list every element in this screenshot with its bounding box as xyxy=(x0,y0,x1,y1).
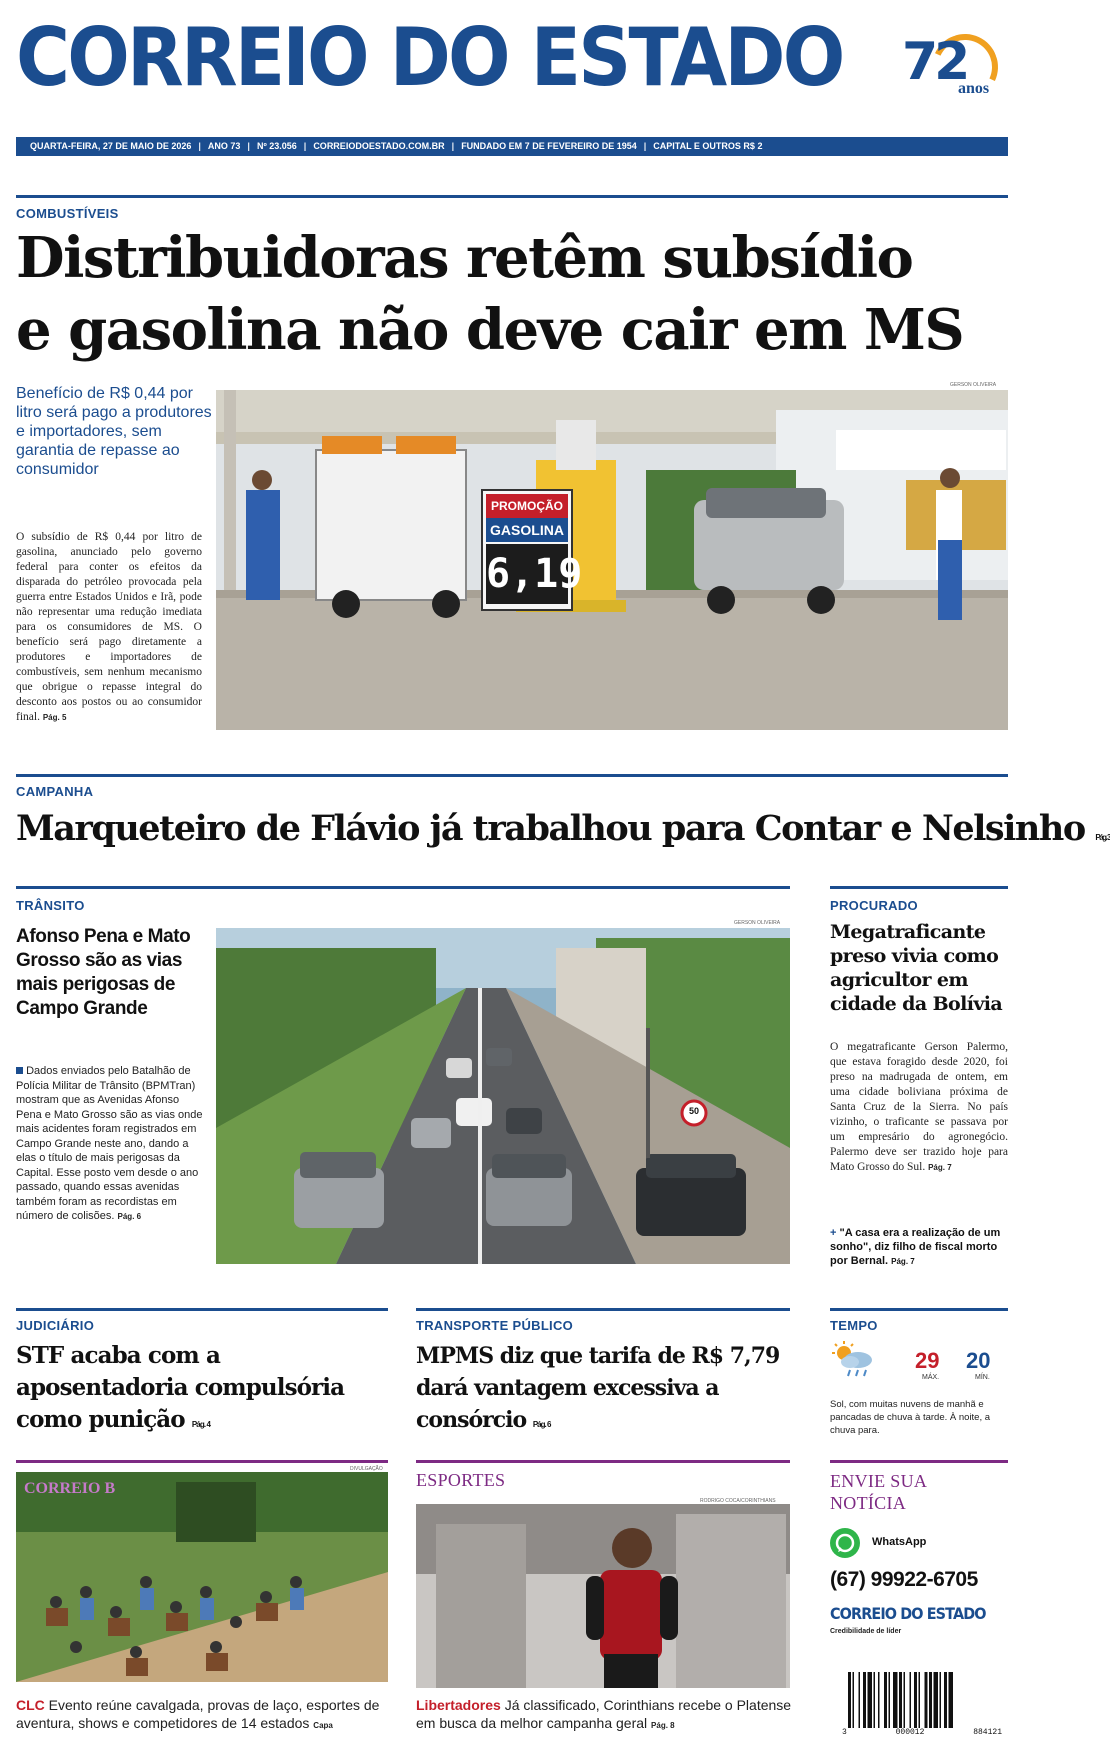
transito-photo-credit: GERSON OLIVEIRA xyxy=(734,920,781,926)
barcode-bar xyxy=(884,1672,887,1728)
weather-forecast: Sol, com muitas nuvens de manhã e pancadas de chuva à tarde. À noite, a chuva para. xyxy=(830,1399,991,1436)
judiciario-kicker: JUDICIÁRIO xyxy=(16,1318,95,1333)
footer-brand: CORREIO DO ESTADO xyxy=(830,1604,986,1623)
barcode-bar xyxy=(848,1672,851,1728)
masthead xyxy=(16,8,1008,128)
barcode-bar xyxy=(919,1672,921,1728)
section-rule xyxy=(416,1308,790,1311)
whatsapp-phone[interactable]: (67) 99922-6705 xyxy=(830,1568,978,1591)
section-rule xyxy=(830,886,1008,889)
procurado-kicker: PROCURADO xyxy=(830,898,918,913)
transporte-headline[interactable]: MPMS diz que tarifa de R$ 7,79 dará vantagem excessiva a consórcio Pág. 6 xyxy=(416,1343,780,1433)
esportes-page-ref: Pág. 8 xyxy=(651,1721,675,1730)
barcode-bar xyxy=(914,1672,917,1728)
lead-kicker: COMBUSTÍVEIS xyxy=(16,206,119,221)
section-rule xyxy=(16,195,1008,198)
promo-sign-top: PROMOÇÃO xyxy=(486,494,568,518)
section-rule xyxy=(16,1308,388,1311)
anniversary-logo xyxy=(898,26,1008,106)
gas-station-photo[interactable] xyxy=(216,390,1008,730)
barcode-bar xyxy=(899,1672,902,1728)
contact-kicker: ENVIE SUA NOTÍCIA xyxy=(830,1471,928,1513)
procurado-headline[interactable]: Megatraficante preso vivia como agricultor em cidade da Bolívia xyxy=(830,921,1003,1015)
transporte-kicker: TRANSPORTE PÚBLICO xyxy=(416,1318,574,1333)
dateline-year: ANO 73 xyxy=(207,141,241,151)
esportes-label: Libertadores xyxy=(416,1697,501,1713)
barcode-bar xyxy=(904,1672,906,1728)
lead-deck: Benefício de R$ 0,44 por litro será pago a produtores e importadores, sem garantia de repasse ao consumidor xyxy=(16,385,212,478)
judiciario-headline[interactable]: STF acaba com a aposentadoria compulsória como punição Pág. 4 xyxy=(16,1342,345,1433)
sun-cloud-rain-icon xyxy=(830,1340,876,1380)
soccer-player-photo[interactable] xyxy=(416,1504,790,1688)
barcode-bar xyxy=(910,1672,912,1728)
lead-body: O subsídio de R$ 0,44 por litro de gasolina, anunciado pelo governo federal para conter os efeitos da disparada do petróleo provocada pela guerra entre Estados Unidos e Irã, pode não representar uma redução imediata para os consumidores de MS. O benefício será pago diretamente a produtores e importadores de combustíveis, sem nenhum mecanismo que obrigue o repasse integral do desconto aos postos ou ao consumidor final. Pág. 5 xyxy=(16,531,202,723)
barcode-left-digit: 3 xyxy=(842,1728,847,1737)
barcode-group2: 884121 xyxy=(973,1728,1002,1737)
temp-min-label: MÍN. xyxy=(975,1374,990,1381)
procurado-related[interactable]: + "A casa era a realização de um sonho", diz filho de fiscal morto por Bernal. Pág. 7 xyxy=(830,1227,1001,1267)
lead-page-ref[interactable]: Pág. 5 xyxy=(42,713,67,722)
barcode-bar xyxy=(863,1672,866,1728)
procurado-page-ref[interactable]: Pág. 7 xyxy=(928,1163,952,1172)
whatsapp-icon[interactable] xyxy=(830,1528,860,1558)
section-rule xyxy=(16,774,1008,777)
barcode-bar xyxy=(874,1672,876,1728)
temp-min: 20 xyxy=(966,1348,991,1373)
esportes-caption[interactable]: Libertadores Já classificado, Corinthians recebe o Platense em busca da melhor campanha geral Pág. 8 xyxy=(416,1697,792,1731)
promo-sign-mid: GASOLINA xyxy=(486,518,568,542)
whatsapp-label: WhatsApp xyxy=(872,1536,927,1548)
clc-caption[interactable]: CLC Evento reúne cavalgada, provas de laço, esportes de aventura, shows e competidores de 14 estados Capa xyxy=(16,1697,380,1731)
campaign-kicker: CAMPANHA xyxy=(16,784,94,799)
clc-page-ref: Capa xyxy=(313,1721,333,1730)
tempo-kicker: TEMPO xyxy=(830,1318,878,1333)
transito-headline[interactable]: Afonso Pena e Mato Grosso são as vias mais perigosas de Campo Grande xyxy=(16,926,191,1019)
bullet-icon xyxy=(16,1067,23,1074)
dateline-price: CAPITAL E OUTROS R$ 2 xyxy=(653,141,763,151)
barcode-bar xyxy=(853,1672,855,1728)
correio-b-watermark: CORREIO B xyxy=(24,1480,116,1497)
soccer-player-illustration xyxy=(416,1504,790,1688)
footer-slogan: Credibilidade de líder xyxy=(830,1628,902,1635)
barcode-bar xyxy=(929,1672,932,1728)
cavalgada-illustration xyxy=(16,1472,388,1682)
promo-sign-price: 6,19 xyxy=(486,544,568,604)
section-rule xyxy=(16,886,790,889)
barcode-bar xyxy=(944,1672,947,1728)
dateline-website[interactable]: CORREIODOESTADO.COM.BR xyxy=(313,141,445,151)
temp-max-label: MÁX. xyxy=(922,1374,940,1381)
avenue-traffic-photo[interactable] xyxy=(216,928,790,1264)
transito-page-ref[interactable]: Pág. 6 xyxy=(117,1212,142,1221)
dateline-issue: Nº 23.056 xyxy=(256,141,297,151)
campaign-page-ref[interactable]: Pág. 3 xyxy=(1095,833,1110,842)
procurado-body: O megatraficante Gerson Palermo, que estava foragido desde 2020, foi preso na madrugada de ontem, em uma cidade boliviana próxima de Santa Cruz de la Sierra. No país vizinho, o traficante se passava por um empresário do agronegócio. Palermo deve ser trazido hoje para Mato Grosso do Sul. Pág. 7 xyxy=(830,1041,1008,1173)
speed-sign: 50 xyxy=(688,1106,699,1116)
barcode-bars xyxy=(842,1672,1002,1728)
lead-photo-credit: GERSON OLIVEIRA xyxy=(950,382,997,388)
section-rule xyxy=(830,1308,1008,1311)
cavalgada-photo[interactable] xyxy=(16,1472,388,1682)
avenue-traffic-illustration xyxy=(216,928,790,1264)
transito-kicker: TRÂNSITO xyxy=(16,898,85,913)
barcode-bar xyxy=(859,1672,861,1728)
anniversary-word: anos xyxy=(958,80,990,97)
clc-label: CLC xyxy=(16,1697,45,1713)
clc-photo-credit: DIVULGAÇÃO xyxy=(350,1466,383,1472)
barcode-bar xyxy=(934,1672,939,1728)
esportes-kicker: ESPORTES xyxy=(416,1470,506,1490)
barcode-bar xyxy=(889,1672,891,1728)
dateline-date: QUARTA-FEIRA, 27 DE MAIO DE 2026 xyxy=(30,141,192,151)
barcode-bar xyxy=(868,1672,873,1728)
barcode-bar xyxy=(940,1672,942,1728)
lead-headline[interactable]: Distribuidoras retêm subsídio e gasolina não deve cair em MS xyxy=(16,225,964,363)
campaign-headline[interactable]: Marqueteiro de Flávio já trabalhou para Contar e Nelsinho Pág. 3 xyxy=(16,808,1110,849)
barcode xyxy=(842,1672,1002,1744)
barcode-bar xyxy=(949,1672,954,1728)
barcode-bar xyxy=(925,1672,928,1728)
section-rule xyxy=(16,1460,388,1463)
judiciario-page-ref[interactable]: Pág. 4 xyxy=(191,1420,211,1429)
transito-body: Dados enviados pelo Batalhão de Polícia Militar de Trânsito (BPMTran) mostram que as Avenidas Afonso Pena e Mato Grosso são as vias onde mais acidentes foram registrados em Campo Grande neste ano, dando a elas o título de mais perigosas da Capital. Esse posto vem desde o ano passado, quando essas avenidas também foram as recordistas em número de colisões. Pág. 6 xyxy=(16,1065,203,1222)
dateline-founded: FUNDADO EM 7 DE FEVEREIRO DE 1954 xyxy=(461,141,637,151)
section-rule xyxy=(416,1460,790,1463)
transporte-page-ref[interactable]: Pág. 6 xyxy=(532,1420,551,1429)
barcode-bar xyxy=(893,1672,898,1728)
dateline-bar: QUARTA-FEIRA, 27 DE MAIO DE 2026 | ANO 73 | Nº 23.056 | CORREIODOESTADO.COM.BR | FUNDADO EM 7 DE FEVEREIRO DE 1954 | CAPITAL E OUTROS R$ 2 xyxy=(16,137,1008,156)
esportes-photo-credit: RODRIGO COCA/CORINTHIANS xyxy=(700,1498,776,1504)
anniversary-number: 72 xyxy=(902,32,967,92)
section-rule xyxy=(830,1460,1008,1463)
temp-max: 29 xyxy=(915,1348,940,1373)
gas-station-illustration xyxy=(216,390,1008,730)
barcode-group1: 000012 xyxy=(895,1728,925,1737)
barcode-bar xyxy=(878,1672,880,1728)
newspaper-title[interactable]: CORREIO DO ESTADO xyxy=(16,11,843,104)
